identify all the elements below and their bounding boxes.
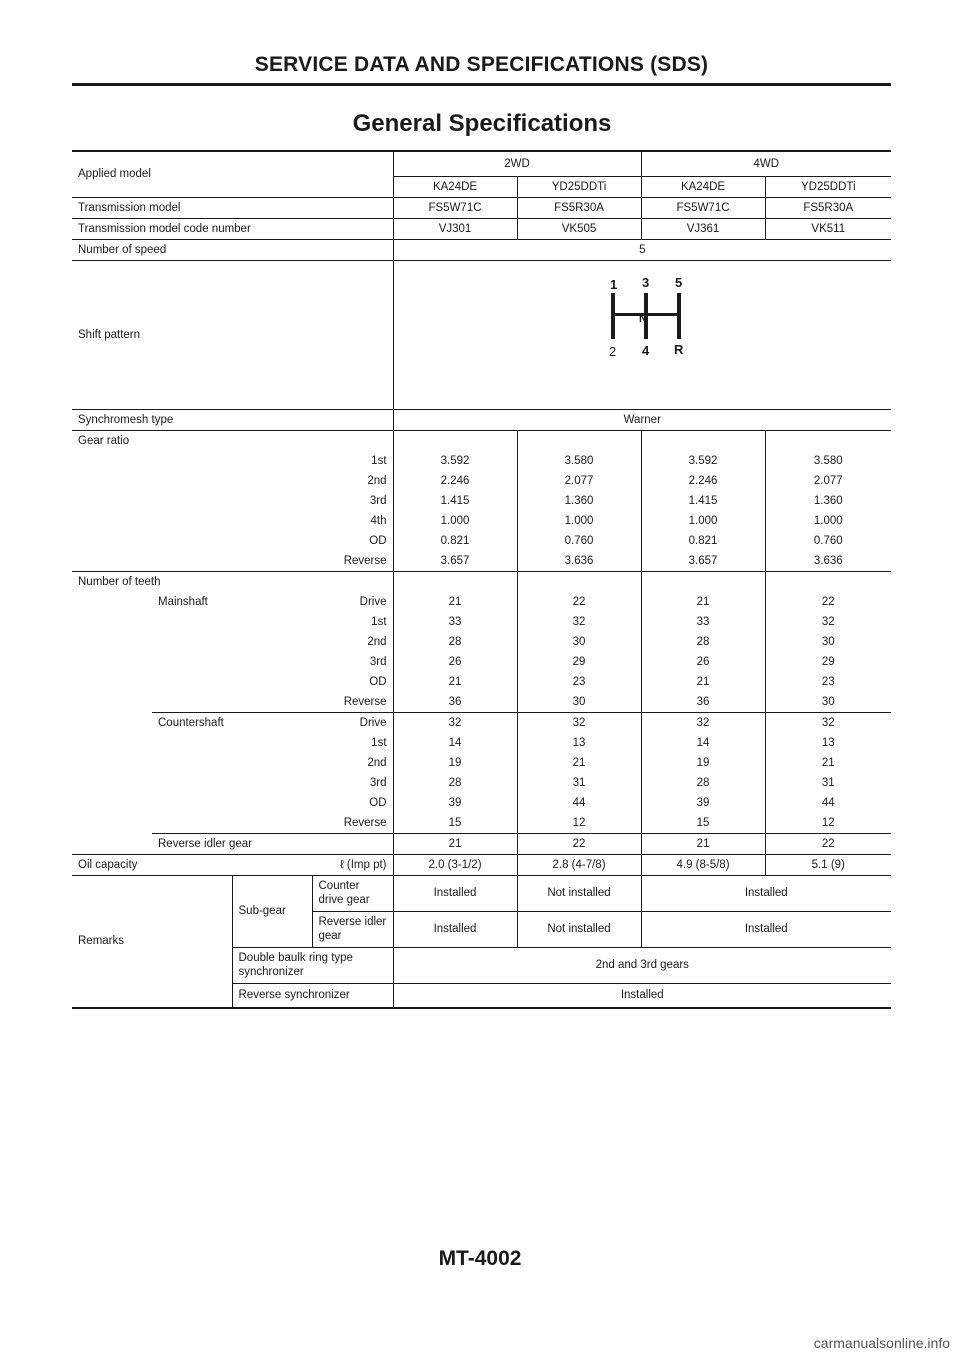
- gear-label: 1st: [371, 454, 387, 467]
- table-cell: FS5R30A: [517, 197, 641, 218]
- table-cell: 28: [393, 773, 517, 793]
- gear-label: 1st: [371, 615, 387, 628]
- mainshaft-label: Mainshaft: [158, 595, 208, 608]
- table-cell: 2.077: [517, 471, 641, 491]
- applied-model-label: Applied model: [72, 151, 393, 197]
- synchromesh-label: Synchromesh type: [72, 409, 393, 430]
- table-cell: 1.000: [641, 511, 765, 531]
- synchromesh-value: Warner: [393, 409, 891, 430]
- gear-5-label: 5: [675, 274, 683, 290]
- teeth-row: [72, 793, 891, 813]
- table-cell: FS5R30A: [765, 197, 891, 218]
- gear-1-label: 1: [610, 276, 618, 292]
- table-cell: 22: [765, 833, 891, 854]
- table-cell: 1.360: [517, 491, 641, 511]
- gear-ratio-label: Gear ratio: [72, 430, 393, 451]
- reverse-idler-remark-label: Reverse idler gear: [312, 911, 393, 947]
- table-cell: 23: [765, 672, 891, 692]
- shift-pattern-diagram-cell: [393, 260, 891, 409]
- table-cell: 15: [393, 813, 517, 834]
- group-2wd: 2WD: [393, 151, 641, 176]
- double-baulk-label: Double baulk ring type synchronizer: [232, 947, 393, 983]
- group-4wd: 4WD: [641, 151, 891, 176]
- sub-gear-label: Sub-gear: [232, 875, 312, 947]
- table-cell: 26: [393, 652, 517, 672]
- gear-label: 2nd: [367, 474, 387, 487]
- table-cell: 0.760: [765, 531, 891, 551]
- table-cell: 2.8 (4-7/8): [517, 854, 641, 875]
- reverse-sync-label: Reverse synchronizer: [232, 983, 393, 1008]
- table-cell: 26: [641, 652, 765, 672]
- gear-ratio-row: [72, 531, 891, 551]
- gear-label: Reverse: [343, 695, 387, 708]
- gear-label: 2nd: [367, 756, 387, 769]
- table-cell: 32: [393, 712, 517, 733]
- teeth-row: [72, 733, 891, 753]
- gear-r-label: R: [674, 341, 684, 357]
- teeth-row: [72, 612, 891, 632]
- table-cell: Installed: [393, 911, 517, 947]
- gear-label: 3rd: [369, 494, 387, 507]
- double-baulk-value: 2nd and 3rd gears: [393, 947, 891, 983]
- teeth-row: [72, 672, 891, 692]
- engine-cell: YD25DDTi: [517, 176, 641, 197]
- table-cell: 13: [765, 733, 891, 753]
- teeth-header-row: [72, 571, 891, 592]
- synchromesh-row: [72, 409, 891, 430]
- table-cell: 1.360: [765, 491, 891, 511]
- table-cell: 19: [393, 753, 517, 773]
- transmission-code-row: [72, 218, 891, 239]
- table-cell: 44: [765, 793, 891, 813]
- table-cell: 39: [641, 793, 765, 813]
- table-cell: 2.246: [641, 471, 765, 491]
- table-cell: 44: [517, 793, 641, 813]
- page-number: MT-4002: [438, 1247, 522, 1270]
- shift-pattern-label: Shift pattern: [72, 260, 393, 409]
- number-of-speed-row: [72, 239, 891, 260]
- gear-ratio-row: [72, 511, 891, 531]
- gear-2-label: 2: [609, 343, 617, 359]
- remarks-label: Remarks: [72, 875, 232, 1008]
- gear-ratio-row: [72, 471, 891, 491]
- table-cell: Not installed: [517, 875, 641, 911]
- table-cell: 1.415: [641, 491, 765, 511]
- table-cell: 14: [393, 733, 517, 753]
- table-cell: 22: [517, 833, 641, 854]
- gear-3-label: 3: [642, 274, 650, 290]
- gear-label: 3rd: [369, 655, 387, 668]
- engine-cell: KA24DE: [393, 176, 517, 197]
- reverse-idler-row: [72, 833, 891, 854]
- transmission-model-row: [72, 197, 891, 218]
- table-cell: 5.1 (9): [765, 854, 891, 875]
- page-header: SERVICE DATA AND SPECIFICATIONS (SDS): [254, 53, 709, 76]
- table-cell: 36: [641, 692, 765, 713]
- table-cell: 33: [393, 612, 517, 632]
- specifications-table: [72, 150, 891, 1009]
- table-cell: 32: [765, 712, 891, 733]
- gear-label: Reverse: [343, 816, 387, 829]
- table-cell: 29: [517, 652, 641, 672]
- gear-label: Reverse: [343, 554, 387, 567]
- table-cell: 3.580: [517, 451, 641, 471]
- table-cell: 22: [517, 592, 641, 612]
- number-of-speed-value: 5: [393, 239, 891, 260]
- teeth-row: [72, 692, 891, 713]
- table-cell: 30: [517, 692, 641, 713]
- table-cell: 36: [393, 692, 517, 713]
- table-cell: 2.077: [765, 471, 891, 491]
- table-cell: 15: [641, 813, 765, 834]
- teeth-row: [72, 712, 891, 733]
- gear-label: 4th: [370, 514, 387, 527]
- number-of-speed-label: Number of speed: [72, 239, 393, 260]
- table-cell: 21: [517, 753, 641, 773]
- teeth-row: [72, 592, 891, 612]
- table-cell: VK505: [517, 218, 641, 239]
- table-cell: 3.592: [393, 451, 517, 471]
- teeth-row: [72, 773, 891, 793]
- table-cell: 0.760: [517, 531, 641, 551]
- table-cell: 23: [517, 672, 641, 692]
- table-cell: 21: [641, 672, 765, 692]
- table-cell: 21: [641, 833, 765, 854]
- table-cell: Not installed: [517, 911, 641, 947]
- transmission-code-label: Transmission model code number: [72, 218, 393, 239]
- transmission-model-label: Transmission model: [72, 197, 393, 218]
- table-cell: 30: [517, 632, 641, 652]
- table-cell: FS5W71C: [641, 197, 765, 218]
- oil-capacity-label: Oil capacity: [72, 854, 232, 875]
- table-cell: 22: [765, 592, 891, 612]
- table-cell: 31: [765, 773, 891, 793]
- header-rule: [72, 83, 891, 86]
- gear-n-label: N: [639, 312, 648, 325]
- table-cell: 13: [517, 733, 641, 753]
- reverse-sync-value: Installed: [393, 983, 891, 1008]
- table-cell: 1.000: [517, 511, 641, 531]
- gear-ratio-row: [72, 451, 891, 471]
- table-cell: 1.000: [393, 511, 517, 531]
- watermark: carmanualsonline.info: [813, 1335, 950, 1351]
- table-cell: 3.592: [641, 451, 765, 471]
- remarks-row: [72, 875, 891, 911]
- teeth-row: [72, 652, 891, 672]
- page-title: General Specifications: [352, 110, 612, 137]
- table-cell: 32: [641, 712, 765, 733]
- table-cell: 2.246: [393, 471, 517, 491]
- gear-4-label: 4: [642, 342, 650, 358]
- table-cell: FS5W71C: [393, 197, 517, 218]
- table-cell: 32: [517, 712, 641, 733]
- reverse-idler-label: Reverse idler gear: [152, 833, 393, 854]
- gear-label: 3rd: [369, 776, 387, 789]
- table-cell: 3.580: [765, 451, 891, 471]
- table-cell: 3.657: [393, 551, 517, 572]
- table-cell: 1.415: [393, 491, 517, 511]
- table-cell: 28: [641, 773, 765, 793]
- shift-pattern-row: [72, 260, 891, 409]
- table-cell: 29: [765, 652, 891, 672]
- gear-label: OD: [369, 675, 387, 688]
- table-cell: 21: [765, 753, 891, 773]
- table-cell: 30: [765, 632, 891, 652]
- table-cell: Installed: [393, 875, 517, 911]
- table-cell: Installed: [641, 875, 891, 911]
- table-cell: 33: [641, 612, 765, 632]
- gear-label: 2nd: [367, 635, 387, 648]
- table-cell: 4.9 (8-5/8): [641, 854, 765, 875]
- table-cell: 12: [765, 813, 891, 834]
- table-cell: 0.821: [393, 531, 517, 551]
- gear-ratio-header-row: [72, 430, 891, 451]
- counter-drive-label: Counter drive gear: [312, 875, 393, 911]
- countershaft-label: Countershaft: [152, 712, 312, 733]
- table-cell: 32: [517, 612, 641, 632]
- engine-cell: YD25DDTi: [765, 176, 891, 197]
- table-cell: 21: [393, 592, 517, 612]
- table-cell: Installed: [641, 911, 891, 947]
- table-cell: VJ301: [393, 218, 517, 239]
- oil-capacity-unit: ℓ (Imp pt): [232, 854, 393, 875]
- oil-capacity-row: [72, 854, 891, 875]
- teeth-row: [72, 813, 891, 834]
- gear-label: Drive: [359, 595, 387, 608]
- gear-label: OD: [369, 534, 387, 547]
- shift-pattern-diagram: [582, 275, 702, 375]
- table-cell: VJ361: [641, 218, 765, 239]
- table-cell: 32: [765, 612, 891, 632]
- engine-cell: KA24DE: [641, 176, 765, 197]
- table-cell: 30: [765, 692, 891, 713]
- applied-model-row: [72, 151, 891, 176]
- gear-ratio-row: [72, 491, 891, 511]
- teeth-row: [72, 632, 891, 652]
- gear-ratio-row: [72, 551, 891, 572]
- table-cell: 3.657: [641, 551, 765, 572]
- table-cell: VK511: [765, 218, 891, 239]
- table-cell: 3.636: [517, 551, 641, 572]
- teeth-row: [72, 753, 891, 773]
- gear-label: Drive: [312, 712, 393, 733]
- table-cell: 39: [393, 793, 517, 813]
- table-cell: 14: [641, 733, 765, 753]
- teeth-label: Number of teeth: [72, 571, 393, 592]
- table-cell: 3.636: [765, 551, 891, 572]
- table-cell: 19: [641, 753, 765, 773]
- table-cell: 12: [517, 813, 641, 834]
- table-cell: 0.821: [641, 531, 765, 551]
- gear-label: OD: [369, 796, 387, 809]
- table-cell: 2.0 (3-1/2): [393, 854, 517, 875]
- table-cell: 21: [393, 672, 517, 692]
- table-cell: 1.000: [765, 511, 891, 531]
- table-cell: 21: [393, 833, 517, 854]
- gear-label: 1st: [371, 736, 387, 749]
- table-cell: 28: [393, 632, 517, 652]
- table-cell: 21: [641, 592, 765, 612]
- table-cell: 31: [517, 773, 641, 793]
- table-cell: 28: [641, 632, 765, 652]
